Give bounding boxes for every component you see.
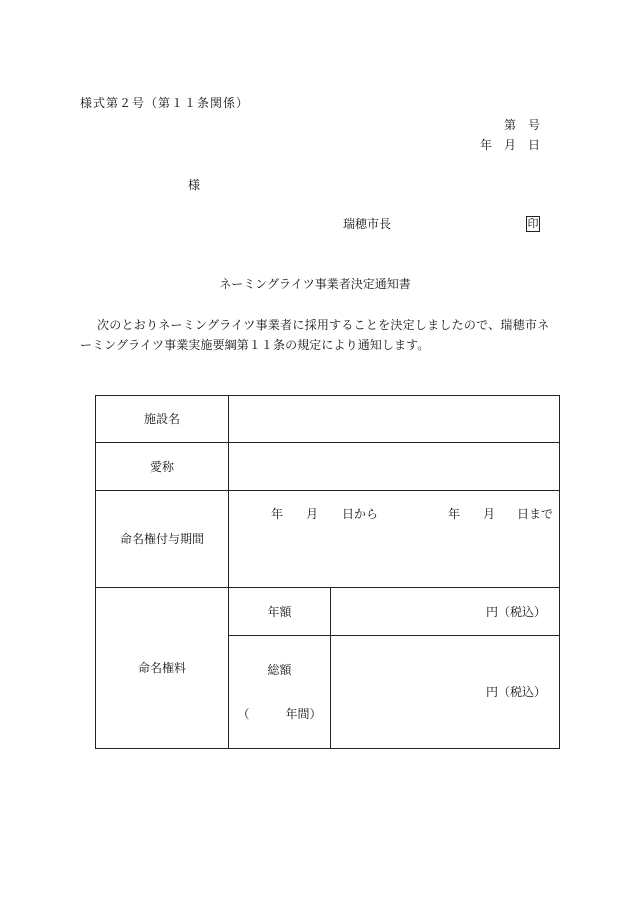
nickname-value-cell: [229, 443, 560, 491]
table-row-facility: [96, 396, 560, 443]
period-start-year: 年: [271, 507, 284, 521]
period-value-cell: [229, 491, 560, 588]
period-label: 命名権付与期間: [96, 491, 229, 588]
document-number: 第 号: [503, 118, 540, 132]
total-fee-value: 円（税込）: [331, 636, 560, 749]
recipient-honorific: 様: [188, 178, 201, 192]
period-start-day: 日から: [342, 507, 379, 521]
period-end-month: 月: [483, 507, 496, 521]
form-number: 様式第２号（第１１条関係）: [80, 96, 250, 110]
total-fee-label-cell: [229, 636, 331, 749]
table-row-nickname: [96, 443, 560, 491]
table-row-annual-fee: [96, 588, 560, 636]
period-end-year: 年: [448, 507, 461, 521]
seal-stamp: 印: [527, 217, 539, 230]
total-fee-years: （ 年間）: [237, 707, 322, 721]
body-text-line: ーミングライツ事業実施要綱第１１条の規定により通知します。: [80, 338, 430, 352]
fee-label: 命名権料: [96, 588, 229, 749]
facility-label: 施設名: [96, 396, 229, 443]
nickname-label: 愛称: [96, 443, 229, 491]
annual-fee-label: 年額: [229, 588, 331, 636]
total-fee-label: 総額: [267, 663, 292, 677]
body-text-line: 次のとおりネーミングライツ事業者に採用することを決定しましたので、瑞穂市ネ: [97, 318, 550, 332]
document-title: ネーミングライツ事業者決定通知書: [219, 277, 411, 291]
period-end-day: 日まで: [517, 507, 554, 521]
notification-table: [95, 395, 560, 749]
document-date: 年 月 日: [479, 138, 540, 152]
facility-value-cell: [229, 396, 560, 443]
table-row-period: [96, 491, 560, 588]
period-start-month: 月: [306, 507, 319, 521]
annual-fee-value: 円（税込）: [331, 588, 560, 636]
issuer-name: 瑞穂市長: [343, 217, 392, 231]
